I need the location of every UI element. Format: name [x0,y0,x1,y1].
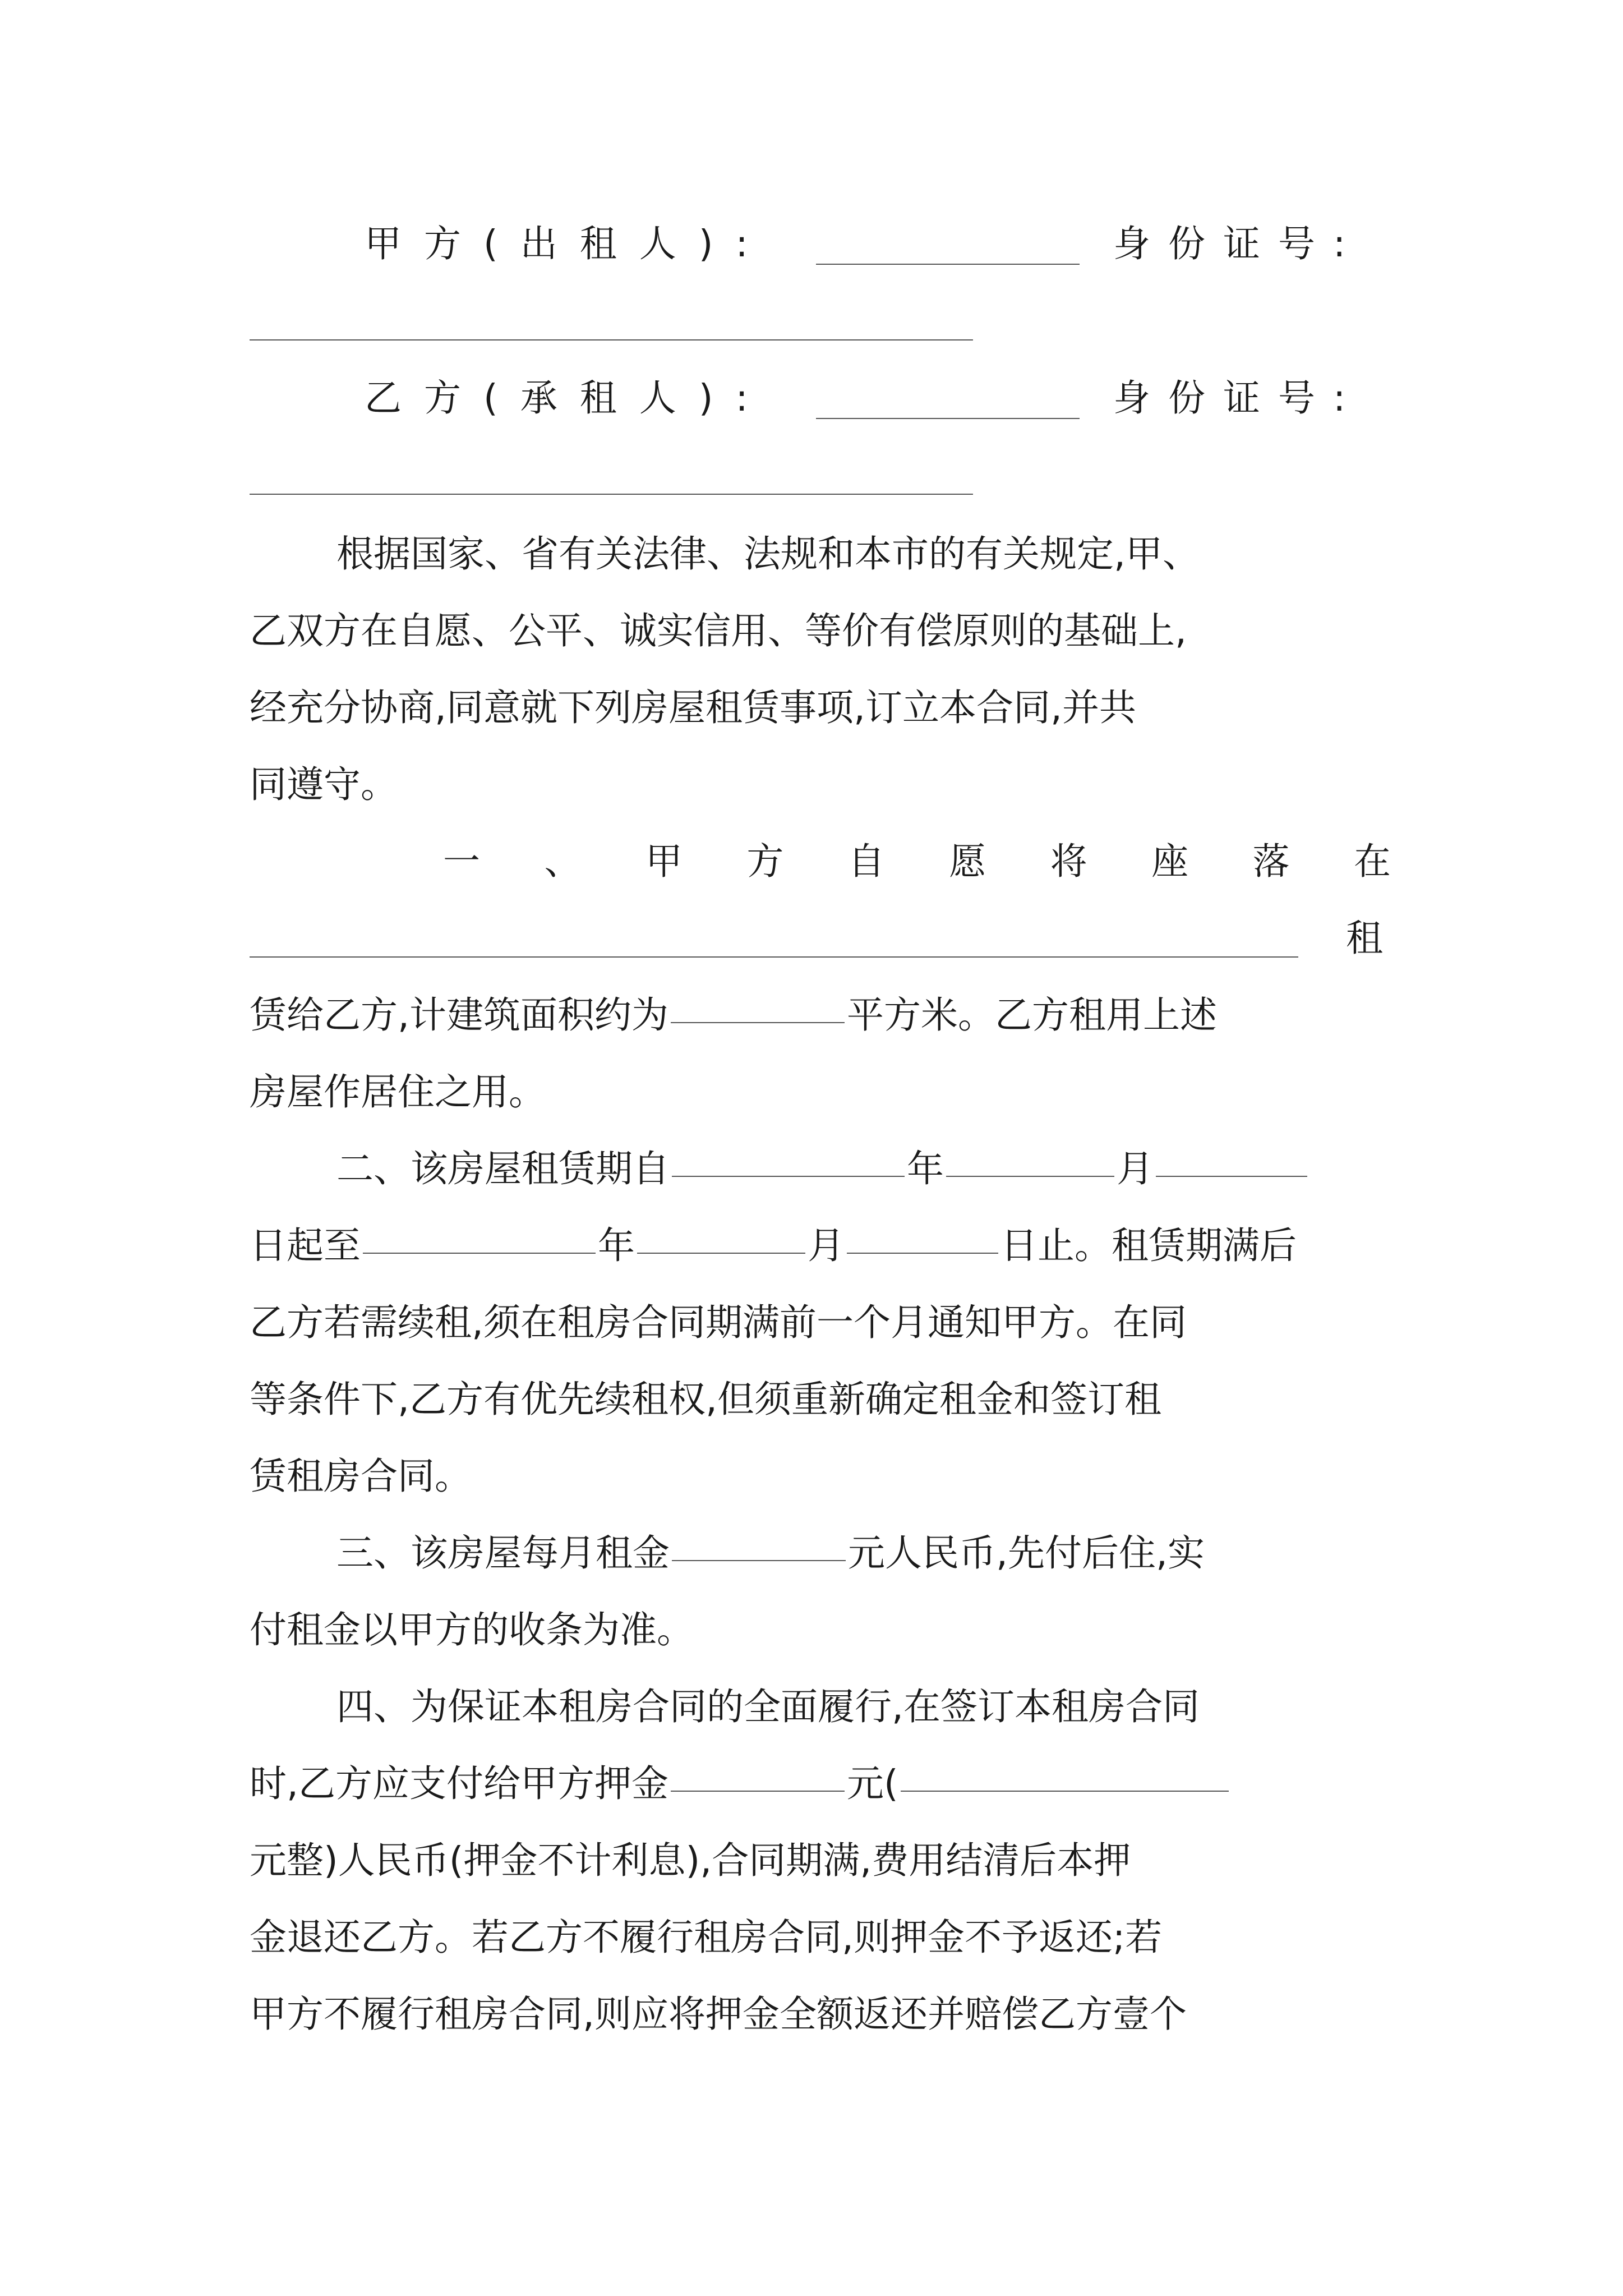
clause-3-text: 三、该房屋每月租金 [336,1531,670,1575]
char: 证 [1223,222,1278,265]
char: ) [698,222,736,265]
char: 甲 [645,840,683,883]
clause-4-text: 时,乙方应支付给甲方押金 [250,1762,668,1805]
char: : [1333,376,1364,420]
clause-3-line-1 [250,1525,1475,1581]
char: 一 [443,840,480,883]
char: ) [698,376,736,420]
char: 座 [1151,840,1189,883]
month-label: 月 [1117,1147,1154,1190]
char: : [735,376,771,420]
char: ( [483,376,520,420]
clause-2-line-1 [250,1141,1475,1197]
clause-4-line-5: 甲方不履行租房合同,则应将押金全额返还并赔偿乙方壹个 [250,1993,1187,2036]
char: 将 [1050,840,1087,883]
party-a-name-blank [816,264,1080,265]
party-b-id-blank [250,494,973,495]
clause-2-line-2 [250,1218,1388,1274]
char: : [1333,222,1364,265]
char: : [735,222,771,265]
party-a-id-blank [250,339,973,341]
char: 自 [847,840,885,883]
intro-line-2: 乙双方在自愿、公平、诚实信用、等价有偿原则的基础上, [250,609,1187,652]
char: 承 [520,376,580,420]
party-a-label [365,216,771,272]
char: 号 [1278,376,1333,420]
intro-line-1: 根据国家、省有关法律、法规和本市的有关规定,甲、 [336,532,1200,576]
char: ( [483,222,520,265]
char: 份 [1168,376,1223,420]
year-label: 年 [907,1147,944,1190]
char: 方 [746,840,784,883]
clause-1-tail: 租 [1346,917,1383,960]
deposit-blank [671,1756,845,1792]
char: 人 [639,222,699,265]
char: 份 [1168,222,1223,265]
char: 租 [579,376,639,420]
char: 方 [424,222,483,265]
clause-2-line-5: 赁租房合同。 [250,1455,472,1498]
start-year-blank [672,1141,905,1177]
char: 号 [1278,222,1333,265]
start-month-blank [946,1141,1114,1177]
clause-4-line-1: 四、为保证本租房合同的全面履行,在签订本租房合同 [336,1685,1200,1728]
char: 落 [1252,840,1290,883]
clause-3-text: 元人民币,先付后住,实 [848,1531,1205,1575]
party-b-name-blank [816,418,1080,419]
clause-2-text: 日起至 [250,1224,361,1267]
clause-2-text: 日止。租赁期满后 [1000,1224,1297,1267]
deposit-words-blank [901,1756,1229,1792]
intro-line-3: 经充分协商,同意就下列房屋租赁事项,订立本合同,并共 [250,686,1136,729]
char: 乙 [365,376,424,420]
party-b-id-label [1113,370,1366,426]
clause-3-line-2: 付租金以甲方的收条为准。 [250,1608,694,1651]
clause-4-line-4: 金退还乙方。若乙方不履行租房合同,则押金不予返还;若 [250,1916,1163,1959]
intro-line-4: 同遵守。 [250,763,398,806]
area-blank [671,987,845,1023]
char: 人 [639,376,699,420]
char: 身 [1113,222,1168,265]
clause-2-text: 二、该房屋租赁期自 [336,1147,670,1190]
char: 、 [544,840,582,883]
year-label: 年 [598,1224,635,1267]
char: 证 [1223,376,1278,420]
clause-4-line-3: 元整)人民币(押金不计利息),合同期满,费用结清后本押 [250,1839,1131,1882]
char: 方 [424,376,483,420]
clause-1-line-4: 房屋作居住之用。 [250,1070,546,1114]
party-a-id-label [1113,216,1366,272]
end-month-blank [637,1218,805,1254]
clause-2-line-4: 等条件下,乙方有优先续租权,但须重新确定租金和签订租 [250,1378,1161,1421]
clause-1-location-blank [250,956,1298,958]
clause-4-text: 元( [846,1762,898,1805]
rent-blank [672,1525,846,1561]
char: 身 [1113,376,1168,420]
start-day-blank [1156,1141,1307,1177]
end-day-blank [847,1218,998,1254]
party-b-label [365,370,771,426]
clause-1-head [443,834,1391,890]
clause-1-text-a: 赁给乙方,计建筑面积约为 [250,993,668,1037]
char: 愿 [949,840,986,883]
clause-1-text-b: 平方米。乙方租用上述 [846,993,1217,1037]
char: 租 [579,222,639,265]
month-label: 月 [808,1224,845,1267]
end-year-blank [363,1218,596,1254]
char: 出 [520,222,580,265]
clause-2-line-3: 乙方若需续租,须在租房合同期满前一个月通知甲方。在同 [250,1301,1187,1344]
char: 在 [1353,840,1391,883]
clause-4-line-2 [250,1756,1388,1812]
clause-1-line-3 [250,987,1388,1043]
char: 甲 [365,222,424,265]
